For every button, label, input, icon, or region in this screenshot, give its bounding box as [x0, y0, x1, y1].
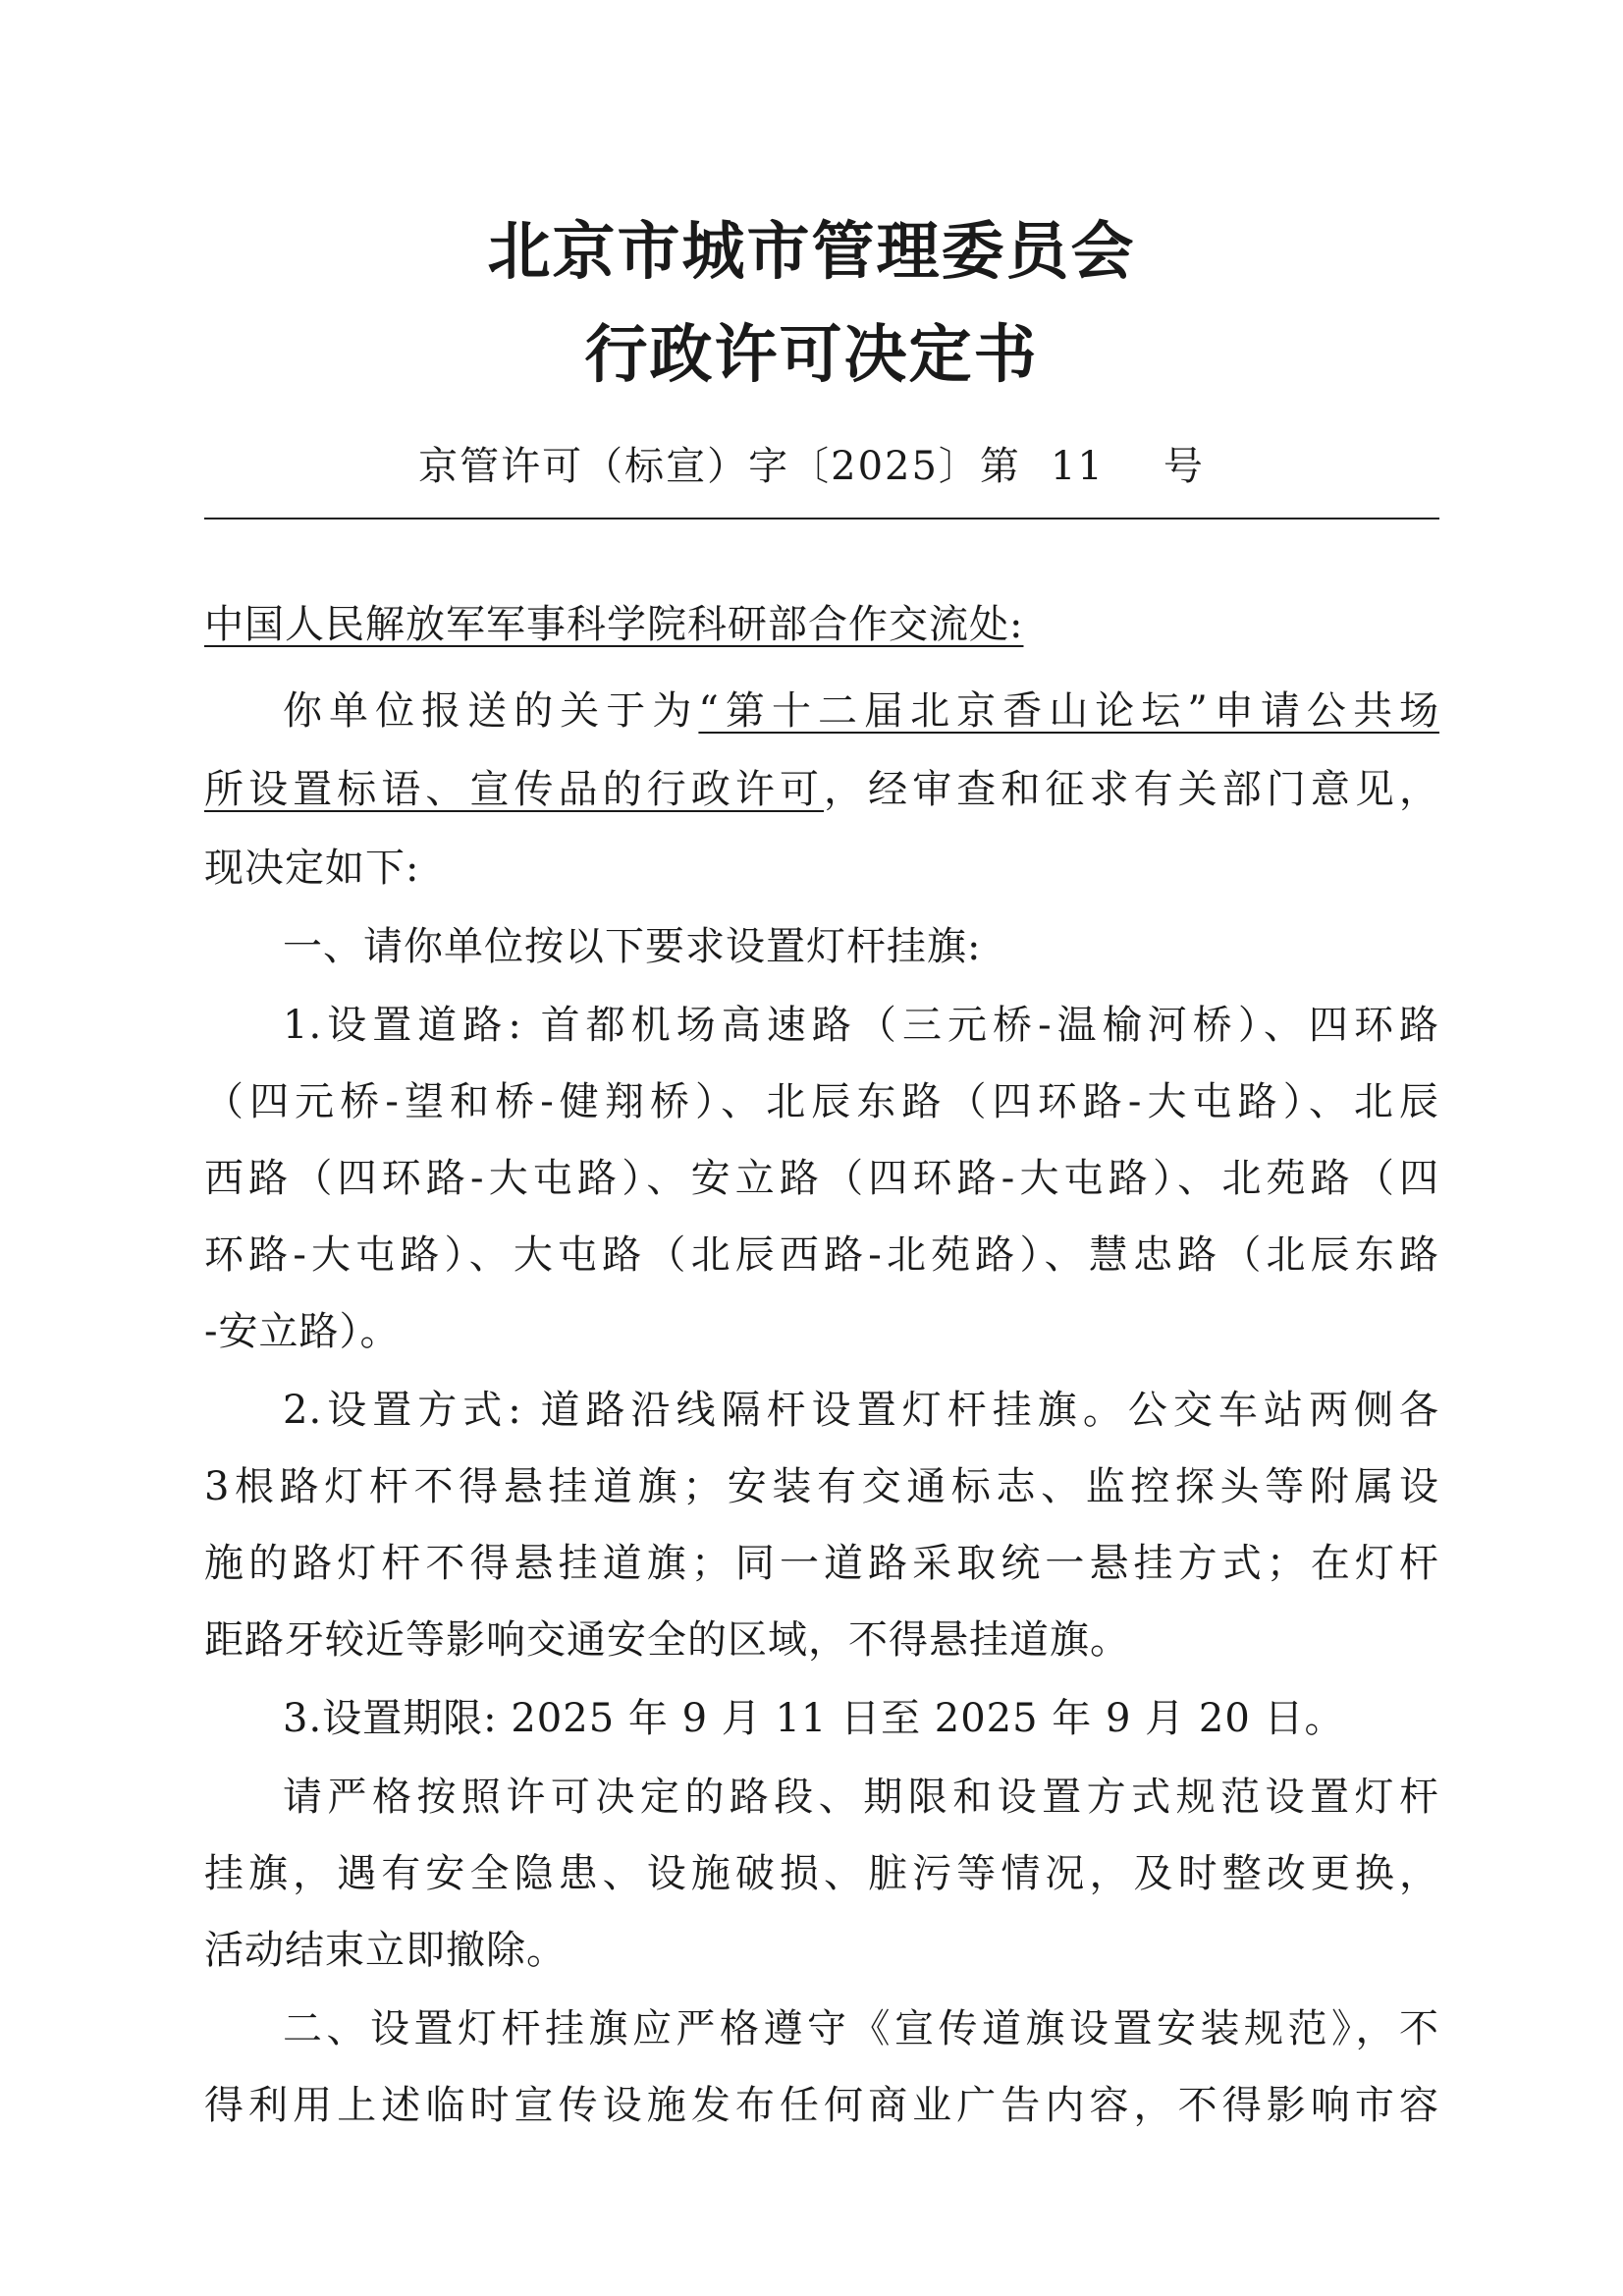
paragraph-line: 挂旗，遇有安全隐患、设施破损、脏污等情况，及时整改更换， — [204, 1851, 1439, 1896]
list-item-line: 西路（四环路-大屯路）、安立路（四环路-大屯路）、北苑路（四 — [204, 1156, 1439, 1201]
list-item-line: 环路-大屯路）、大屯路（北辰西路-北苑路）、慧忠路（北辰东路 — [204, 1232, 1439, 1278]
paragraph-text: 你单位报送的关于为 — [283, 688, 699, 734]
list-item-line: -安立路）。 — [204, 1309, 401, 1354]
event-name-text: “第十二届北京香山论坛”申请公共场 — [698, 688, 1440, 734]
list-item-line: 1.设置道路: 首都机场高速路（三元桥-温榆河桥）、四环路 — [283, 1003, 1439, 1048]
list-item-line: 3.设置期限: 2025 年 9 月 11 日至 2025 年 9 月 20 日。 — [283, 1696, 1345, 1741]
list-item-line: 3根路灯杆不得悬挂道旗；安装有交通标志、监控探头等附属设 — [204, 1464, 1439, 1509]
section-heading: 一、请你单位按以下要求设置灯杆挂旗: — [283, 924, 982, 969]
paragraph-line: 得利用上述临时宣传设施发布任何商业广告内容，不得影响市容 — [204, 2083, 1439, 2128]
addressee-text: 中国人民解放军军事科学院科研部合作交流处: — [204, 602, 1024, 647]
paragraph-line — [204, 766, 1439, 813]
paragraph-line: 二、设置灯杆挂旗应严格遵守《宣传道旗设置安装规范》，不 — [283, 2006, 1439, 2051]
document-type-title: 行政许可决定书 — [584, 319, 1039, 392]
paragraph-line — [283, 687, 1439, 735]
document-number-value: 11 — [1050, 444, 1105, 489]
paragraph-line: 请严格按照许可决定的路段、期限和设置方式规范设置灯杆 — [283, 1775, 1439, 1820]
header-divider — [204, 518, 1439, 519]
document-number — [0, 444, 1623, 489]
permit-subject-text: 所设置标语、宣传品的行政许可 — [204, 767, 825, 812]
paragraph-line: 现决定如下: — [204, 846, 420, 891]
addressee — [204, 601, 1439, 648]
list-item-line: 2.设置方式: 道路沿线隔杆设置灯杆挂旗。公交车站两侧各 — [283, 1388, 1439, 1433]
issuer-title: 北京市城市管理委员会 — [487, 216, 1136, 289]
list-item-line: （四元桥-望和桥-健翔桥）、北辰东路（四环路-大屯路）、北辰 — [204, 1079, 1439, 1124]
list-item-line: 施的路灯杆不得悬挂道旗；同一道路采取统一悬挂方式；在灯杆 — [204, 1541, 1439, 1586]
paragraph-text: ，经审查和征求有关部门意见， — [824, 767, 1440, 812]
paragraph-line: 活动结束立即撤除。 — [204, 1928, 567, 1973]
document-number-prefix: 京管许可（标宣）字〔2025〕第 — [418, 444, 1021, 489]
document-number-suffix: 号 — [1163, 444, 1205, 489]
list-item-line: 距路牙较近等影响交通安全的区域，不得悬挂道旗。 — [204, 1617, 1130, 1663]
